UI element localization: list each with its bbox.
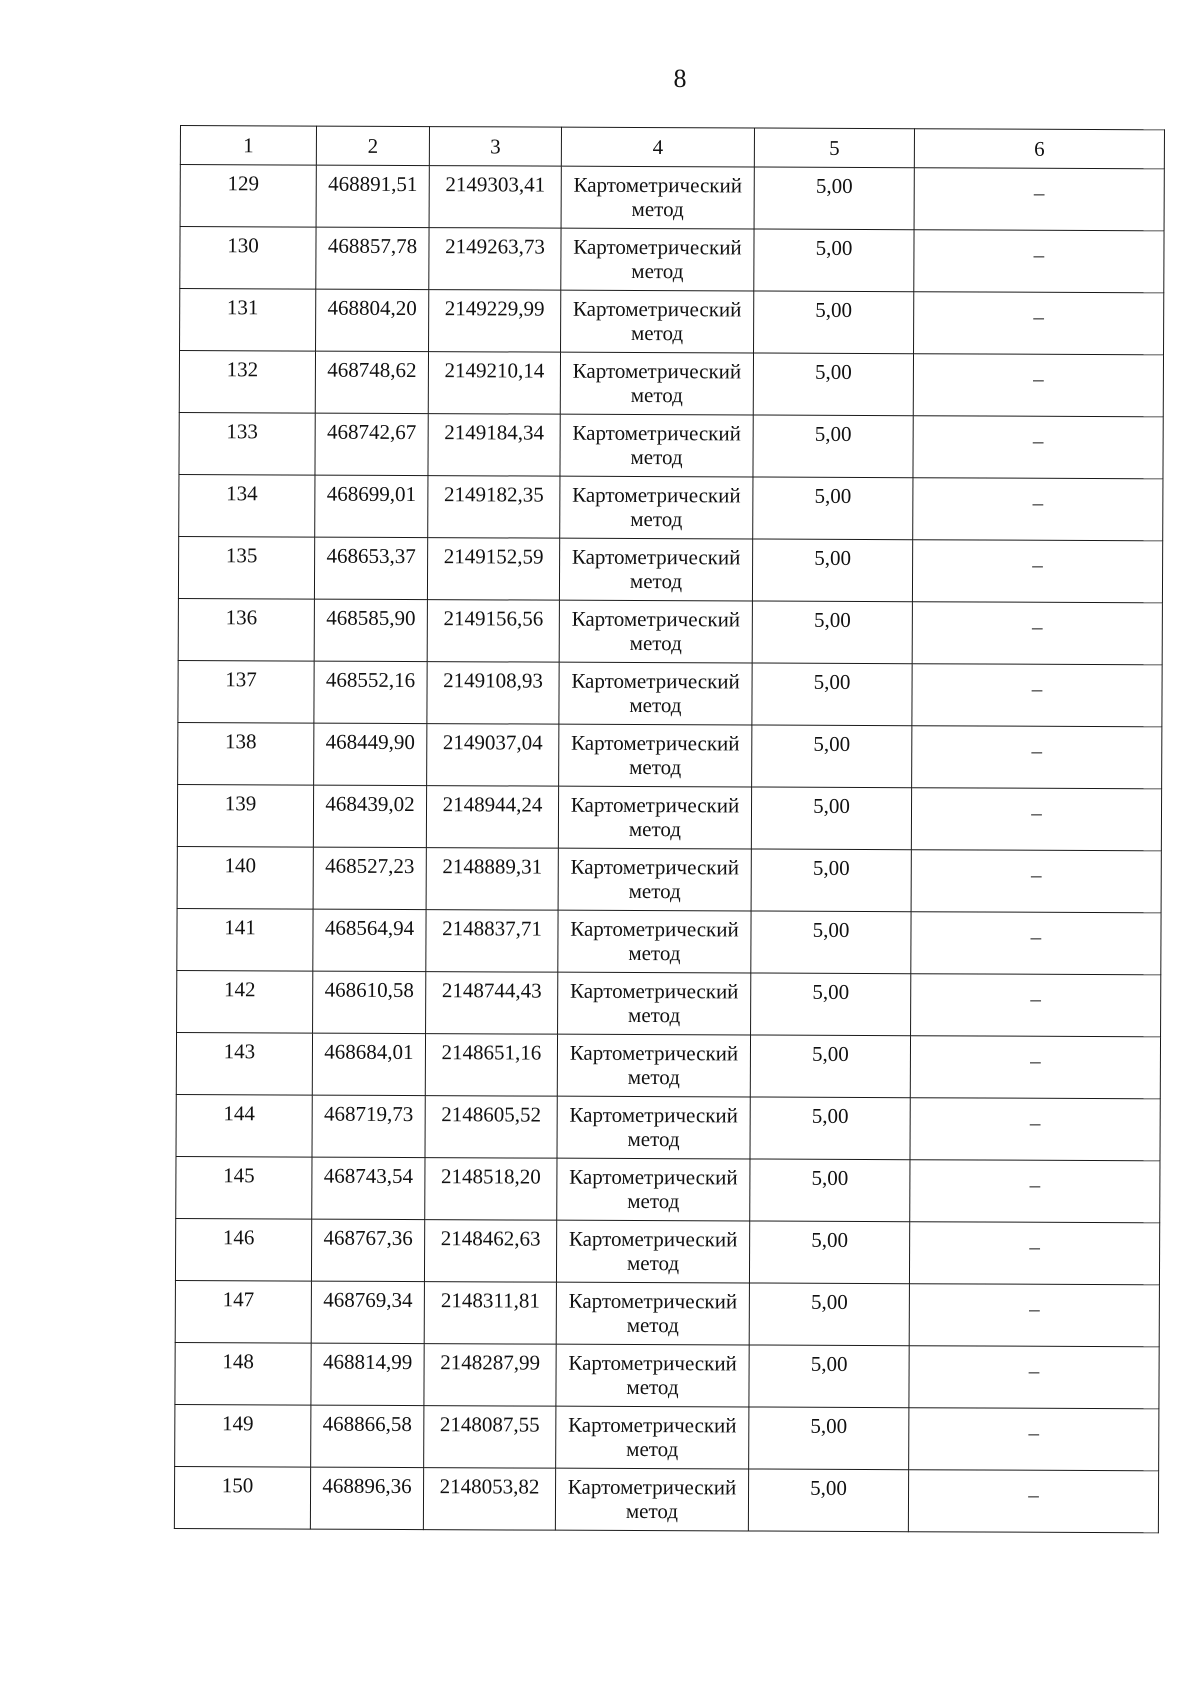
y-coordinate-cell: 2148518,20 [425,1158,557,1221]
accuracy-cell: 5,00 [753,353,913,416]
point-number-cell: 136 [178,598,314,661]
method-line-2: метод [629,692,682,718]
accuracy-cell: 5,00 [751,911,911,974]
table-row [175,1280,1159,1346]
point-number-cell: 131 [180,289,316,352]
method-cell [557,1034,750,1097]
accuracy-cell: 5,00 [749,1283,909,1346]
note-cell: – [913,416,1163,479]
point-number-cell: 130 [180,227,316,290]
method-line-1: Картометрический [571,606,741,632]
method-cell [558,972,751,1035]
y-coordinate-cell: 2149184,34 [428,414,560,477]
x-coordinate-cell: 468857,78 [316,227,429,289]
method-cell [558,786,751,849]
note-cell: – [908,1470,1158,1533]
accuracy-cell: 5,00 [754,229,914,292]
y-coordinate-cell: 2149156,56 [427,600,559,663]
method-cell [559,600,752,663]
table-row [180,165,1164,231]
table-row [176,1094,1160,1160]
method-cell [561,228,754,291]
accuracy-cell: 5,00 [748,1469,908,1532]
note-cell: – [912,540,1162,603]
y-coordinate-cell: 2148053,82 [423,1468,555,1531]
point-number-cell: 135 [178,536,314,599]
y-coordinate-cell: 2148889,31 [426,848,558,911]
method-line-1: Картометрический [567,1474,737,1500]
method-line-1: Картометрический [568,1350,737,1376]
table-row [180,289,1164,355]
method-line-2: метод [626,1250,680,1276]
accuracy-cell: 5,00 [752,539,912,602]
point-number-cell: 133 [179,412,315,475]
method-line-2: метод [630,506,683,532]
point-number-cell: 134 [179,474,315,537]
method-line-1: Картометрический [572,482,741,508]
table-row [179,474,1163,540]
header-row [180,126,1164,169]
accuracy-cell: 5,00 [752,601,912,664]
header-col-1: 1 [180,126,316,166]
note-cell: – [909,1284,1159,1347]
x-coordinate-cell: 468610,58 [313,971,426,1033]
method-line-1: Картометрический [569,1040,739,1066]
table-row [176,1156,1160,1222]
method-line-2: метод [630,382,683,408]
y-coordinate-cell: 2148944,24 [426,786,558,849]
method-line-1: Картометрический [571,544,741,570]
table-body [174,165,1164,1533]
table-row [175,1404,1159,1470]
method-line-2: метод [626,1312,679,1338]
table-row [178,660,1162,726]
note-cell: – [909,1408,1159,1471]
method-line-2: метод [626,1436,679,1462]
method-line-1: Картометрический [568,1412,737,1438]
accuracy-cell: 5,00 [752,725,912,788]
x-coordinate-cell: 468769,34 [311,1281,424,1343]
accuracy-cell: 5,00 [750,1035,910,1098]
point-number-cell: 143 [176,1032,312,1095]
point-number-cell: 132 [179,351,315,414]
note-cell: – [912,726,1162,789]
y-coordinate-cell: 2149210,14 [428,352,560,415]
x-coordinate-cell: 468719,73 [312,1095,425,1157]
accuracy-cell: 5,00 [749,1221,909,1284]
method-line-2: метод [627,1188,680,1214]
table-row [178,536,1162,602]
method-cell [557,1158,750,1221]
point-number-cell: 129 [180,165,316,228]
point-number-cell: 144 [176,1094,312,1157]
method-line-1: Картометрический [570,792,740,818]
y-coordinate-cell: 2149263,73 [429,228,561,291]
y-coordinate-cell: 2149229,99 [429,290,561,353]
accuracy-cell: 5,00 [750,1159,910,1222]
page-number: 8 [673,64,687,93]
table-header [180,126,1164,169]
method-cell [556,1220,749,1283]
y-coordinate-cell: 2148287,99 [424,1344,556,1407]
method-line-2: метод [631,196,684,222]
method-cell [556,1344,749,1407]
accuracy-cell: 5,00 [754,291,914,354]
point-number-cell: 149 [175,1404,311,1467]
note-cell: – [909,1222,1159,1285]
method-line-2: метод [629,568,683,594]
method-line-2: метод [628,878,681,904]
method-line-2: метод [627,1126,680,1152]
y-coordinate-cell: 2148651,16 [425,1034,557,1097]
point-number-cell: 145 [176,1156,312,1219]
method-line-1: Картометрический [572,296,742,322]
note-cell: – [909,1346,1159,1409]
accuracy-cell: 5,00 [751,849,911,912]
method-line-1: Картометрический [572,358,742,384]
x-coordinate-cell: 468527,23 [313,847,426,909]
method-cell [558,848,751,911]
point-number-cell: 141 [177,908,313,971]
table-row [175,1218,1159,1284]
point-number-cell: 146 [175,1218,311,1281]
coordinates-table-wrapper [174,125,1164,1533]
method-line-1: Картометрический [570,916,739,942]
method-line-2: метод [628,1002,681,1028]
method-line-2: метод [628,940,681,966]
note-cell: – [911,974,1161,1037]
method-cell [560,476,753,539]
method-line-1: Картометрический [569,1102,738,1128]
accuracy-cell: 5,00 [753,415,913,478]
note-cell: – [910,1036,1160,1099]
point-number-cell: 142 [177,970,313,1033]
header-col-3: 3 [429,127,561,167]
note-cell: – [913,478,1163,541]
x-coordinate-cell: 468742,67 [315,413,428,475]
method-cell [558,910,751,973]
note-cell: – [910,1160,1160,1223]
note-cell: – [912,664,1162,727]
table-row [178,722,1162,788]
method-line-2: метод [625,1498,679,1524]
accuracy-cell: 5,00 [754,167,914,230]
point-number-cell: 147 [175,1280,311,1343]
table-row [179,351,1163,417]
point-number-cell: 140 [177,846,313,909]
method-cell [555,1468,748,1531]
method-line-1: Картометрический [568,1288,738,1314]
note-cell: – [911,788,1161,851]
x-coordinate-cell: 468804,20 [316,289,429,351]
accuracy-cell: 5,00 [750,1097,910,1160]
header-col-2: 2 [316,126,429,165]
x-coordinate-cell: 468748,62 [315,351,428,413]
x-coordinate-cell: 468814,99 [311,1343,424,1405]
table-row [175,1342,1159,1408]
coordinates-table [174,125,1165,1533]
y-coordinate-cell: 2148605,52 [425,1096,557,1159]
x-coordinate-cell: 468439,02 [313,785,426,847]
x-coordinate-cell: 468449,90 [314,723,427,785]
x-coordinate-cell: 468743,54 [312,1157,425,1219]
accuracy-cell: 5,00 [749,1345,909,1408]
method-line-2: метод [629,630,682,656]
point-number-cell: 138 [178,722,314,785]
y-coordinate-cell: 2149108,93 [427,662,559,725]
method-line-1: Картометрический [571,668,740,694]
method-line-1: Картометрический [568,1226,738,1252]
table-row [177,970,1161,1036]
point-number-cell: 139 [177,784,313,847]
method-line-2: метод [630,320,684,346]
table-row [178,598,1162,664]
method-cell [560,352,753,415]
method-cell [560,414,753,477]
method-cell [556,1282,749,1345]
method-cell [559,662,752,725]
table-row [179,412,1163,478]
header-col-4: 4 [561,127,754,167]
method-cell [559,724,752,787]
x-coordinate-cell: 468585,90 [314,599,427,661]
method-line-1: Картометрический [573,234,742,260]
method-cell [561,166,754,229]
y-coordinate-cell: 2149182,35 [428,476,560,539]
table-row [180,227,1164,293]
y-coordinate-cell: 2148311,81 [424,1282,556,1345]
table-row [176,1032,1160,1098]
note-cell: – [910,1098,1160,1161]
method-line-1: Картометрический [570,854,740,880]
y-coordinate-cell: 2149152,59 [427,538,559,601]
note-cell: – [911,850,1161,913]
x-coordinate-cell: 468564,94 [313,909,426,971]
accuracy-cell: 5,00 [753,477,913,540]
note-cell: – [912,602,1162,665]
point-number-cell: 137 [178,660,314,723]
header-col-6: 6 [914,129,1164,169]
y-coordinate-cell: 2148744,43 [426,972,558,1035]
method-line-1: Картометрический [571,730,740,756]
method-line-1: Картометрический [573,172,743,198]
y-coordinate-cell: 2148837,71 [426,910,558,973]
x-coordinate-cell: 468552,16 [314,661,427,723]
point-number-cell: 150 [174,1466,310,1529]
table-row [177,784,1161,850]
method-line-2: метод [626,1374,679,1400]
x-coordinate-cell: 468896,36 [310,1467,423,1529]
y-coordinate-cell: 2149037,04 [427,724,559,787]
method-cell [556,1406,749,1469]
accuracy-cell: 5,00 [752,663,912,726]
table-row [174,1466,1158,1532]
y-coordinate-cell: 2149303,41 [429,166,561,229]
y-coordinate-cell: 2148462,63 [424,1220,556,1283]
table-row [177,846,1161,912]
note-cell: – [911,912,1161,975]
x-coordinate-cell: 468684,01 [312,1033,425,1095]
accuracy-cell: 5,00 [751,787,911,850]
method-line-1: Картометрический [569,978,739,1004]
method-line-2: метод [627,1064,680,1090]
note-cell: – [914,168,1164,231]
table-row [177,908,1161,974]
x-coordinate-cell: 468653,37 [314,537,427,599]
point-number-cell: 148 [175,1342,311,1405]
x-coordinate-cell: 468866,58 [311,1405,424,1467]
method-cell [561,290,754,353]
note-cell: – [914,230,1164,293]
method-line-1: Картометрический [569,1164,738,1190]
header-col-5: 5 [754,128,914,168]
note-cell: – [913,354,1163,417]
method-line-2: метод [629,754,682,780]
method-line-2: метод [628,816,682,842]
method-line-1: Картометрический [572,420,741,446]
method-line-2: метод [631,258,684,284]
note-cell: – [914,292,1164,355]
x-coordinate-cell: 468767,36 [311,1219,424,1281]
method-line-2: метод [630,444,683,470]
x-coordinate-cell: 468699,01 [315,475,428,537]
accuracy-cell: 5,00 [749,1407,909,1470]
method-cell [559,538,752,601]
x-coordinate-cell: 468891,51 [316,165,429,227]
y-coordinate-cell: 2148087,55 [424,1406,556,1469]
method-cell [557,1096,750,1159]
accuracy-cell: 5,00 [751,973,911,1036]
